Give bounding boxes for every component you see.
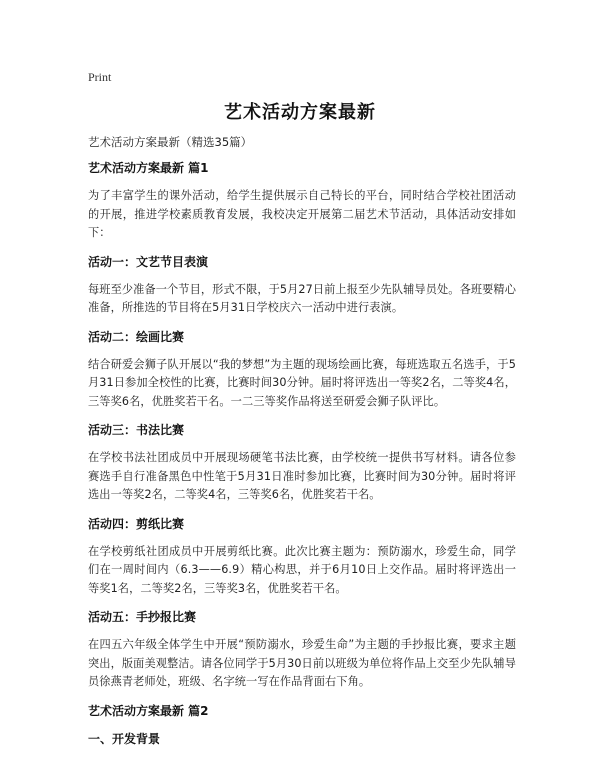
page-title: 艺术活动方案最新 bbox=[224, 102, 376, 123]
section-heading-1: 艺术活动方案最新 篇1 bbox=[88, 161, 209, 175]
activity-2-heading: 活动二：绘画比赛 bbox=[88, 329, 185, 344]
activity-4-heading: 活动四：剪纸比赛 bbox=[88, 516, 185, 531]
section-2-subheading: 一、开发背景 bbox=[88, 731, 161, 746]
print-link[interactable]: Print bbox=[88, 70, 112, 84]
activity-1-heading: 活动一：文艺节目表演 bbox=[88, 254, 209, 269]
activity-3-text: 在学校书法社团成员中开展现场硬笔书法比赛，由学校统一提供书写材料。请各位参赛选手自行准备黑色中性笔于5月31日准时参加比赛，比赛时间为30分钟。届时将评选出一等奖2名，二等奖4名，三等奖6名，优胜奖若干名。 bbox=[88, 451, 516, 501]
intro-paragraph: 为了丰富学生的课外活动，给学生提供展示自己特长的平台，同时结合学校社团活动的开展，推进学校素质教育发展，我校决定开展第二届艺术节活动，具体活动安排如下： bbox=[88, 189, 516, 239]
activity-4-text: 在学校剪纸社团成员中开展剪纸比赛。此次比赛主题为：预防溺水，珍爱生命，同学们在一周时间内（6.3——6.9）精心构思，并于6月10日上交作品。届时将评选出一等奖1名，二等奖2名，三等奖3名，优胜奖若干名。 bbox=[88, 544, 516, 595]
section-heading-2: 艺术活动方案最新 篇2 bbox=[88, 703, 209, 718]
activity-5-text: 在四五六年级全体学生中开展“预防溺水，珍爱生命”为主题的手抄报比赛，要求主题突出，版面美观整洁。请各位同学于5月30日前以班级为单位将作品上交至少先队辅导员徐燕青老师处，班级、名字统一写在作品背面右下角。 bbox=[88, 638, 517, 688]
document-body bbox=[88, 133, 516, 758]
activity-5-heading: 活动五：手抄报比赛 bbox=[88, 610, 197, 624]
document-subtitle: 艺术活动方案最新（精选35篇） bbox=[88, 135, 253, 149]
activity-2-text: 结合研爱会狮子队开展以“我的梦想”为主题的现场绘画比赛，每班选取五名选手，于5月31日参加全校性的比赛，比赛时间30分钟。届时将评选出一等奖2名，二等奖4名，三等奖6名，优胜奖若干名。一二三等奖作品将送至研爱会狮子队评比。 bbox=[88, 357, 516, 408]
activity-1-text: 每班至少准备一个节目，形式不限，于5月27日前上报至少先队辅导员处。各班要精心准备，所推选的节目将在5月31日学校庆六一活动中进行表演。 bbox=[88, 282, 517, 314]
activity-3-heading: 活动三：书法比赛 bbox=[88, 423, 185, 437]
